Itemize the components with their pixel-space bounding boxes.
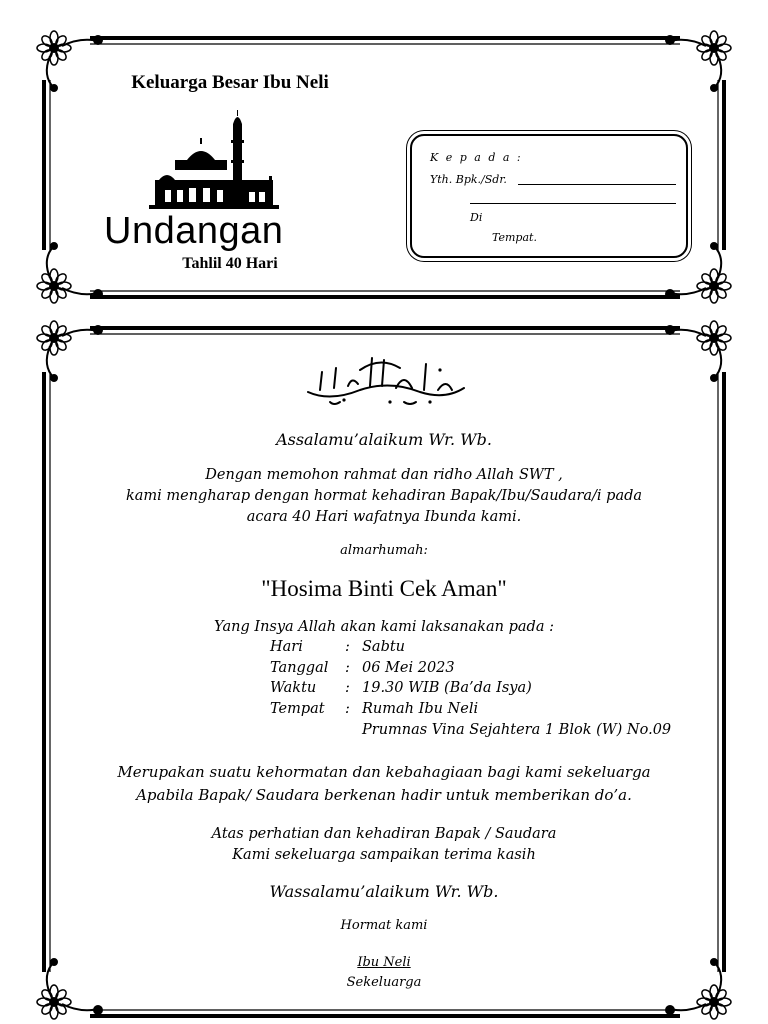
di-label: Di bbox=[470, 211, 483, 224]
schedule-value: Sabtu bbox=[362, 639, 406, 655]
honor-line: Apabila Bapak/ Saudara berkenan hadir untuk memberikan do’a. bbox=[136, 786, 632, 804]
envelope-panel bbox=[0, 0, 768, 310]
invitation-subtitle: Tahlil 40 Hari bbox=[182, 255, 278, 272]
to-label: K e p a d a : bbox=[430, 151, 523, 164]
schedule-colon: : bbox=[345, 680, 350, 696]
schedule-colon: : bbox=[345, 639, 350, 655]
yth-label: Yth. Bpk./Sdr. bbox=[430, 173, 507, 186]
schedule-value: 19.30 WIB (Ba’da Isya) bbox=[362, 680, 532, 696]
intro-line: acara 40 Hari wafatnya Ibunda kami. bbox=[246, 509, 522, 525]
honor-line: Merupakan suatu kehormatan dan kebahagiaan bagi kami sekeluarga bbox=[117, 763, 651, 781]
flower-corner-icon bbox=[656, 316, 736, 386]
schedule-colon: : bbox=[345, 660, 350, 676]
bismillah-calligraphy-icon bbox=[300, 350, 470, 410]
flower-corner-icon bbox=[32, 238, 112, 308]
sender-name: Ibu Neli bbox=[357, 955, 411, 970]
schedule-value: Rumah Ibu Neli bbox=[362, 701, 479, 717]
intro-line: Dengan memohon rahmat dan ridho Allah SWT , bbox=[205, 467, 563, 483]
schedule-colon: : bbox=[345, 701, 350, 717]
invitation-title: Undangan bbox=[104, 210, 284, 252]
closing: Wassalamu’alaikum Wr. Wb. bbox=[269, 882, 499, 901]
mosque-icon bbox=[145, 110, 280, 215]
schedule-value: 06 Mei 2023 bbox=[362, 660, 455, 676]
schedule-label: Waktu bbox=[270, 680, 317, 696]
flower-corner-icon bbox=[32, 316, 112, 386]
sender-subtitle: Sekeluarga bbox=[346, 975, 422, 990]
almarhumah-label: almarhumah: bbox=[340, 543, 428, 558]
greeting: Assalamu’alaikum Wr. Wb. bbox=[276, 430, 492, 449]
schedule-label: Hari bbox=[270, 639, 303, 655]
flower-corner-icon bbox=[656, 26, 736, 96]
schedule-intro: Yang Insya Allah akan kami laksanakan pada : bbox=[214, 619, 554, 635]
recipient-line bbox=[518, 184, 676, 185]
recipient-line bbox=[470, 203, 676, 204]
deceased-name: "Hosima Binti Cek Aman" bbox=[261, 576, 507, 601]
intro-line: kami mengharap dengan hormat kehadiran Bapak/Ibu/Saudara/i pada bbox=[125, 488, 643, 504]
thanks-line: Kami sekeluarga sampaikan terima kasih bbox=[232, 847, 536, 863]
tempat-label: Tempat. bbox=[492, 231, 537, 244]
schedule-label: Tanggal bbox=[270, 660, 329, 676]
family-name: Keluarga Besar Ibu Neli bbox=[131, 72, 329, 93]
regards: Hormat kami bbox=[340, 918, 428, 933]
schedule-label: Tempat bbox=[270, 701, 325, 717]
address-line: Prumnas Vina Sejahtera 1 Blok (W) No.09 bbox=[362, 722, 672, 738]
thanks-line: Atas perhatian dan kehadiran Bapak / Saudara bbox=[211, 826, 557, 842]
